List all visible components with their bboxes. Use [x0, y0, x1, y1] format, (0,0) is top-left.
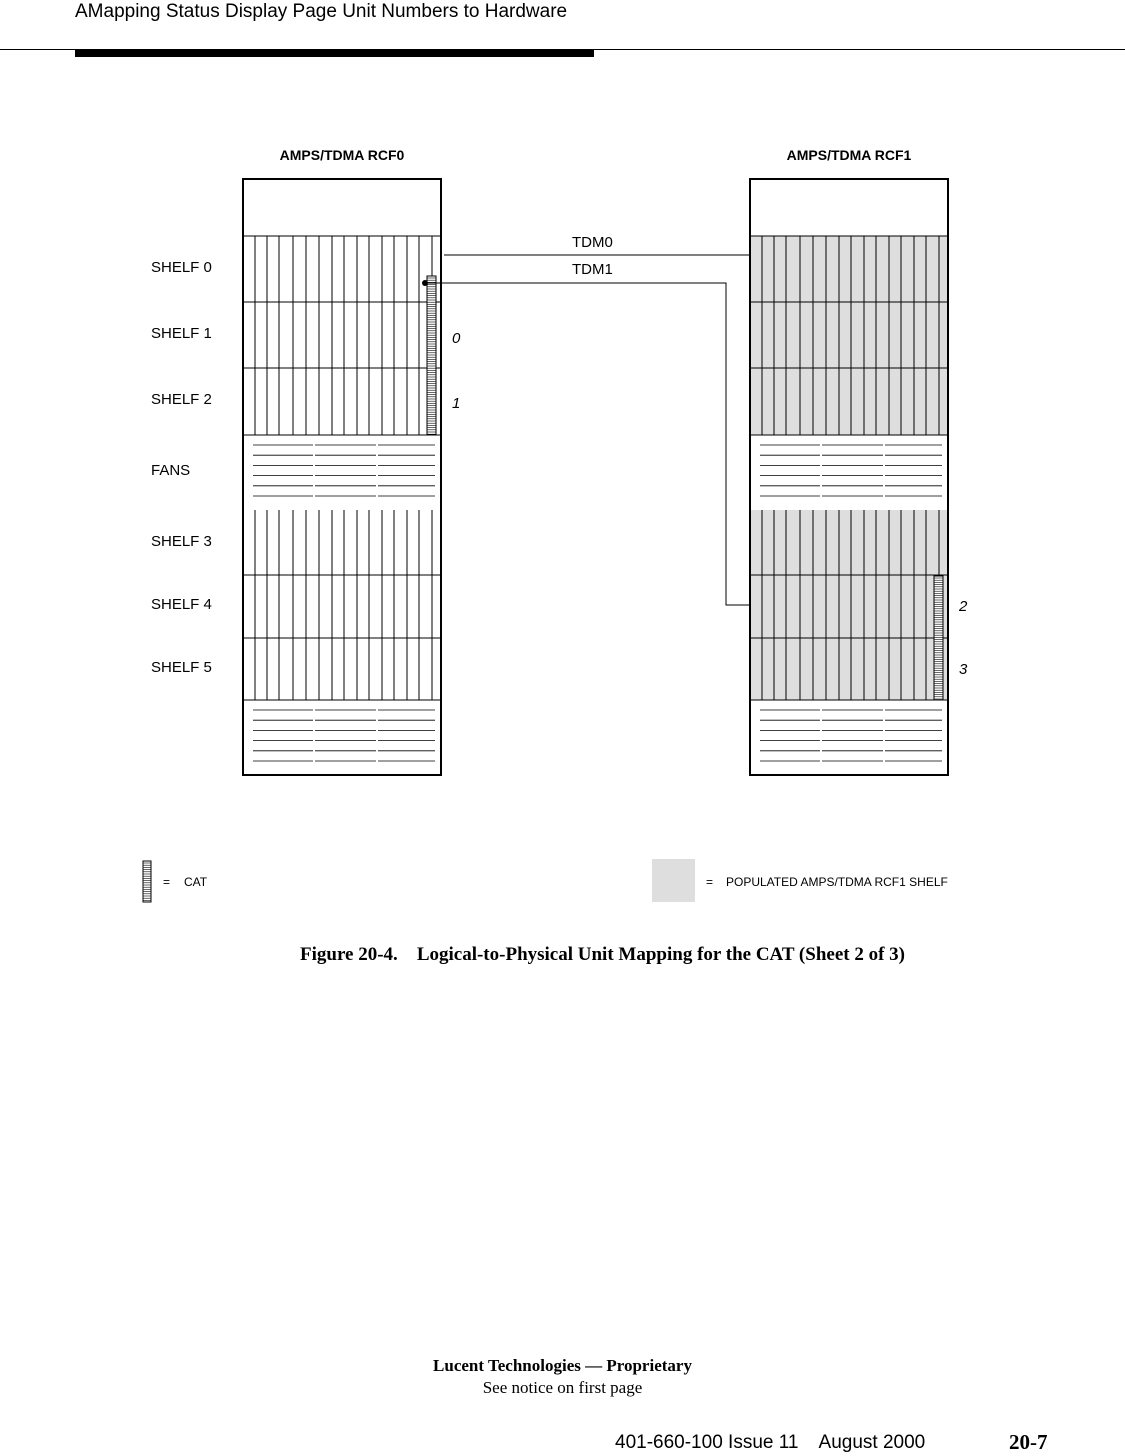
- footer-notice: See notice on first page: [482, 1378, 643, 1397]
- legend-cat-equals: =: [163, 875, 171, 889]
- rcf1-shelf-fill: [750, 575, 948, 638]
- row-label-shelf-1: SHELF 1: [151, 325, 212, 342]
- row-label-shelf-5: SHELF 5: [151, 659, 212, 676]
- unit-number-2: 2: [959, 598, 968, 615]
- legend-populated-equals: =: [706, 875, 714, 889]
- footer-company: Lucent Technologies — Proprietary: [433, 1356, 692, 1375]
- frame-rcf0: [243, 179, 441, 775]
- tdm1-link: [425, 283, 749, 605]
- row-label-shelf-2: SHELF 2: [151, 391, 212, 408]
- legend-cat-label: CAT: [184, 875, 208, 889]
- row-label-shelf-3: SHELF 3: [151, 533, 212, 550]
- rcf1-shelf-fill: [750, 368, 948, 435]
- unit-number-3: 3: [959, 661, 968, 678]
- tdm1-connection-dot: [422, 280, 428, 286]
- frame-title-rcf0: AMPS/TDMA RCF0: [279, 147, 405, 163]
- unit-number-1: 1: [452, 395, 461, 412]
- rcf1-shelf-fill: [750, 638, 948, 700]
- legend-populated-label: POPULATED AMPS/TDMA RCF1 SHELF: [726, 875, 948, 889]
- rcf1-shelf-fill: [750, 302, 948, 368]
- frame-rcf1: [750, 179, 948, 775]
- row-label-shelf-0: SHELF 0: [151, 259, 212, 276]
- row-label-fans: FANS: [151, 462, 191, 479]
- unit-number-0: 0: [452, 330, 461, 347]
- footer-doc-id: 401-660-100 Issue 11 August 2000: [615, 1432, 926, 1453]
- rcf0-frame-outline: [243, 179, 441, 775]
- frame-title-rcf1: AMPS/TDMA RCF1: [786, 147, 912, 163]
- figure-number: Figure 20-4.: [300, 944, 398, 965]
- running-header-title: AMapping Status Display Page Unit Numbers to Hardware: [75, 1, 568, 22]
- legend-cat-symbol: [143, 861, 151, 902]
- tdm1-label: TDM1: [572, 261, 613, 278]
- tdm0-label: TDM0: [572, 234, 613, 251]
- figure-title: Logical-to-Physical Unit Mapping for the CAT (Sheet 2 of 3): [416, 944, 905, 965]
- row-label-shelf-4: SHELF 4: [151, 596, 212, 613]
- rcf1-shelf-fill: [750, 236, 948, 302]
- rcf1-shelf-fill: [750, 510, 948, 575]
- figure-caption: [300, 944, 905, 966]
- footer-page-number: 20-7: [1009, 1430, 1048, 1454]
- legend-populated-swatch: [652, 859, 695, 902]
